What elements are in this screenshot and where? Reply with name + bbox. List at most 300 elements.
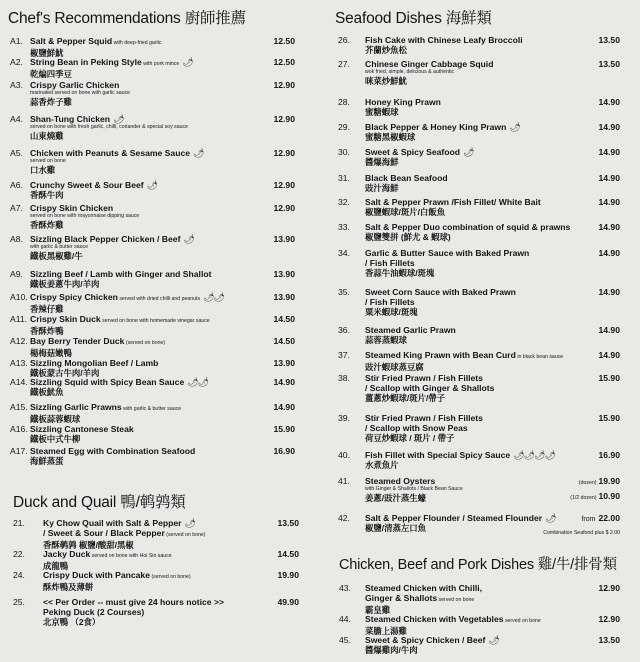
item-name: Stir Fried Prawn / Fish Fillets (365, 373, 483, 383)
item-price: 16.90 (598, 450, 620, 460)
item-note: with Ginger & Shallots / Black Bean Sauce (365, 486, 463, 492)
item-title-line (365, 583, 482, 593)
chili-icon: 🌶🌶 (187, 377, 209, 387)
item-number: A2. (10, 57, 23, 67)
item-chinese-name: 椒鹽鮮魷 (30, 48, 64, 58)
item-number: 41. (338, 476, 350, 486)
item-name: Sizzling Cantonese Steak (30, 424, 134, 434)
item-title-line (365, 147, 473, 157)
item-name: Sizzling Black Pepper Chicken / Beef (30, 234, 181, 244)
price-block (533, 513, 620, 538)
item-title-line (30, 269, 211, 279)
item-price: 14.90 (598, 122, 620, 132)
item-subtitle: served on bone (503, 618, 541, 624)
item-note: wok fried, simple, delicious & authentic (365, 69, 455, 75)
item-price: 15.90 (598, 413, 620, 423)
price-block (208, 234, 295, 244)
item-title-line (30, 292, 224, 304)
chili-icon: 🌶 (146, 180, 158, 190)
price-block (212, 518, 299, 528)
item-name: Bay Berry Tender Duck (30, 336, 125, 346)
item-text (30, 269, 211, 289)
item-name-2: Ginger & Shallots (365, 593, 438, 603)
item-name: Crispy Duck with Pancake (43, 570, 150, 580)
item-number: A15. (10, 402, 28, 412)
price-block (208, 80, 295, 90)
item-number: 32. (338, 197, 350, 207)
item-number: 42. (338, 513, 350, 523)
item-text (30, 57, 193, 79)
item-name: Fish Fillet with Special Spicy Sauce (365, 450, 511, 460)
item-name-2: / Sweet & Sour / Black Pepper (43, 528, 165, 538)
price-block (212, 597, 299, 607)
item-title-line-2 (365, 593, 482, 605)
item-name: Honey King Prawn (365, 97, 441, 107)
seafood-heading: Seafood Dishes 海鮮類 (335, 10, 492, 27)
item-price: 14.90 (598, 97, 620, 107)
item-text (365, 325, 456, 345)
item-chinese-name: 菜膽上湯雞 (365, 626, 407, 636)
item-price: 13.90 (273, 234, 295, 244)
item-text (365, 476, 463, 503)
item-name-2: / Scallop with Snow Peas (365, 423, 468, 433)
item-text (30, 148, 203, 175)
item-price: 49.90 (277, 597, 299, 607)
item-text (365, 373, 494, 403)
item-title-line (365, 173, 448, 183)
item-title-line (365, 476, 463, 486)
item-title-line (30, 148, 203, 158)
item-name: Crispy Spicy Chicken (30, 292, 118, 302)
price-block (533, 325, 620, 335)
price-block (533, 635, 620, 645)
item-name: Sizzling Mongolian Beef / Lamb (30, 358, 159, 368)
chili-icon: 🌶 (545, 513, 556, 523)
item-chinese-name: 椒鹽/清蒸左口魚 (365, 523, 426, 533)
item-chinese-name: 香酥炸雞 (30, 220, 64, 230)
price-block (533, 35, 620, 45)
item-chinese-name: 醬爆海鮮 (365, 157, 399, 167)
item-name-2: / Fish Fillets (365, 297, 415, 307)
item-number: 30. (338, 147, 350, 157)
item-chinese-name: 霸皇雞 (365, 605, 391, 615)
item-text (365, 583, 482, 615)
item-title-line (30, 180, 157, 190)
item-name: Crispy Skin Chicken (30, 203, 114, 213)
item-title-line (43, 570, 191, 582)
item-number: A17. (10, 446, 28, 456)
item-note: served on bone with fresh garlic, chilli, coriander & special soy sauce (30, 124, 189, 130)
item-name: Sizzling Squid with Spicy Bean Sauce (30, 377, 185, 387)
item-chinese-name: 咪菜炒鮮魷 (365, 76, 407, 86)
item-number: 26. (338, 35, 350, 45)
item-text (365, 614, 541, 636)
item-number: A1. (10, 36, 23, 46)
item-price: 14.90 (598, 287, 620, 297)
price-label: (1/2 dozen) (570, 495, 597, 501)
item-price: 12.90 (598, 614, 620, 624)
price-block (533, 373, 620, 383)
item-name: Sweet & Spicy Seafood (365, 147, 461, 157)
item-price: 13.90 (273, 292, 295, 302)
item-price: 13.90 (273, 269, 295, 279)
item-title-line (365, 450, 555, 460)
item-text (365, 635, 499, 655)
item-price: 14.90 (598, 350, 620, 360)
price-block (208, 36, 295, 46)
item-price: 15.90 (273, 424, 295, 434)
item-number: A8. (10, 234, 23, 244)
price-block (533, 248, 620, 258)
item-title-line (30, 446, 195, 456)
item-title-line (30, 424, 134, 434)
item-subtitle: (served on bone) (150, 574, 191, 580)
price-label: from (581, 516, 596, 523)
item-chinese-name: 香辣仔雞 (30, 304, 64, 314)
chili-icon: 🌶 (463, 147, 474, 157)
item-name: Ky Chow Quail with Salt & Pepper (43, 518, 182, 528)
item-name: Sizzling Beef / Lamb with Ginger and Shallot (30, 269, 212, 279)
item-price: 13.50 (277, 518, 299, 528)
item-subtitle: served on bone with homemade vinegar sauce (100, 318, 210, 324)
item-number: A11. (10, 314, 28, 324)
item-name: Steamed Chicken with Vegetables (365, 614, 504, 624)
item-price: 14.90 (273, 377, 295, 387)
price-note: Combination Seafood plus $ 2.00 (543, 530, 620, 536)
item-chinese-name: 醬爆雞肉/牛肉 (365, 645, 418, 655)
item-chinese-name: 粟米蝦球/斑塊 (365, 307, 418, 317)
item-price: 12.90 (273, 114, 295, 124)
item-title-line-2 (365, 258, 529, 268)
item-text (365, 287, 516, 317)
item-name: << Per Order -- must give 24 hours notice >> (43, 597, 225, 607)
item-price: 14.50 (273, 314, 295, 324)
item-name: Stir Fried Prawn / Fish Fillets (365, 413, 483, 423)
item-text (30, 80, 130, 107)
item-chinese-name: 水煮魚片 (365, 460, 399, 470)
item-price: 14.90 (598, 173, 620, 183)
item-subtitle: (served on bone) (164, 532, 206, 538)
chili-icon: 🌶🌶🌶🌶 (513, 450, 555, 460)
item-price: 14.90 (598, 197, 620, 207)
item-title-line (365, 97, 441, 107)
item-title-line (365, 373, 494, 383)
item-text (365, 147, 473, 167)
item-chinese-name: 鐵板姜蔥牛肉/羊肉 (30, 279, 100, 289)
item-text (30, 180, 157, 200)
item-number: A7. (10, 203, 23, 213)
item-name: Garlic & Butter Sauce with Baked Prawn (365, 248, 530, 258)
item-price: 12.90 (273, 80, 295, 90)
item-title-line (365, 614, 541, 626)
item-title-line-2 (43, 607, 224, 617)
item-title-line (365, 59, 493, 69)
item-text (43, 549, 172, 571)
item-name: Fish Cake with Chinese Leafy Broccoli (365, 35, 523, 45)
item-text (365, 413, 483, 443)
item-title-line (30, 314, 210, 326)
item-number: A13. (10, 358, 28, 368)
item-name: Steamed Garlic Prawn (365, 325, 456, 335)
item-chinese-name: 芥蘭炒魚松 (365, 45, 407, 55)
price-block (208, 402, 295, 412)
chili-icon: 🌶 (488, 635, 499, 645)
item-name: Salt & Pepper Squid (30, 36, 113, 46)
item-subtitle: in black bean sauce (515, 354, 564, 360)
price-block (208, 292, 295, 302)
item-price: 12.90 (273, 203, 295, 213)
item-title-line (365, 413, 483, 423)
item-chinese-name: 薑蔥炒蝦球/斑片/帶子 (365, 393, 446, 403)
item-text (30, 358, 158, 378)
item-price: 16.90 (273, 446, 295, 456)
item-number: 22. (13, 549, 25, 559)
item-chinese-name: 蜜糖蝦球 (365, 107, 399, 117)
item-title-line (365, 513, 556, 523)
item-subtitle: with garlic & butter sauce (121, 406, 182, 412)
item-price: 13.50 (598, 59, 620, 69)
item-name: Chicken with Peanuts & Sesame Sauce (30, 148, 190, 158)
item-subtitle: (served on bone) (124, 340, 166, 346)
price-block (208, 446, 295, 456)
item-text (365, 59, 493, 86)
item-price: 14.90 (598, 325, 620, 335)
item-title-line (365, 287, 516, 297)
item-number: A16. (10, 424, 28, 434)
item-text (30, 314, 210, 336)
price-block (208, 269, 295, 279)
item-text (365, 97, 441, 117)
item-number: 34. (338, 248, 350, 258)
item-text (365, 248, 529, 278)
item-number: 29. (338, 122, 350, 132)
chili-icon: 🌶 (509, 122, 520, 132)
item-title-line (43, 549, 172, 561)
price-block (208, 424, 295, 434)
item-name: Crunchy Sweet & Sour Beef (30, 180, 144, 190)
item-name: Sweet & Spicy Chicken / Beef (365, 635, 486, 645)
item-title-line-2 (365, 383, 494, 393)
item-number: 37. (338, 350, 350, 360)
price-block (208, 114, 295, 124)
item-number: A6. (10, 180, 23, 190)
item-title-line (30, 377, 208, 387)
item-title-line (30, 203, 139, 213)
item-name-2: / Scallop with Ginger & Shallots (365, 383, 495, 393)
item-chinese-name: 椒鹽雙拼 (鮮尤 & 蝦球) (365, 232, 451, 242)
price-block (533, 173, 620, 183)
item-chinese-name: 北京鴨 （2食） (43, 617, 101, 627)
item-chinese-name: 鐵板蒙古牛肉/羊肉 (30, 368, 100, 378)
price-block (212, 570, 299, 580)
item-number: 39. (338, 413, 350, 423)
price-block (533, 614, 620, 624)
price-block (533, 222, 620, 232)
item-price: 13.90 (273, 358, 295, 368)
item-name: Jacky Duck (43, 549, 91, 559)
item-note: marinated served on bone with garlic sauce (30, 90, 131, 96)
item-name: Steamed Egg with Combination Seafood (30, 446, 196, 456)
item-title-line-2 (365, 423, 483, 433)
item-title-line (43, 518, 205, 528)
price-block (533, 122, 620, 132)
item-name: Steamed Oysters (365, 476, 436, 486)
item-name: Salt & Pepper Prawn /Fish Fillet/ White Bait (365, 197, 541, 207)
item-title-line (30, 36, 161, 48)
item-title-line (30, 402, 181, 414)
item-chinese-name: 口水雞 (30, 165, 56, 175)
chef-recommendations-heading: Chef's Recommendations 廚師推薦 (8, 10, 246, 27)
item-chinese-name: 鐵板中式牛柳 (30, 434, 81, 444)
price-block (553, 476, 620, 503)
item-text (365, 173, 448, 193)
item-text (365, 450, 555, 470)
item-title-line (30, 80, 130, 90)
item-name: Crispy Skin Duck (30, 314, 101, 324)
item-text (365, 197, 541, 217)
item-text (30, 36, 161, 58)
item-subtitle: with pork mince (141, 61, 180, 67)
item-name: Black Bean Seafood (365, 173, 448, 183)
item-chinese-name: 酥炸鴨及薄餅 (43, 582, 94, 592)
item-chinese-name: 楊梅菇嫩鴨 (30, 348, 72, 358)
item-price: 12.50 (273, 57, 295, 67)
item-note: served on bone (30, 158, 66, 164)
price-block (533, 147, 620, 157)
price-block (533, 287, 620, 297)
price-block (208, 314, 295, 324)
item-subtitle: served on bone with Hoi Sin sauce (90, 553, 172, 559)
item-number: 43. (339, 583, 351, 593)
item-price: 14.50 (273, 336, 295, 346)
item-text (30, 336, 165, 358)
item-price: 12.90 (598, 583, 620, 593)
item-number: 21. (13, 518, 25, 528)
item-name: Sweet Corn Sauce with Baked Prawn (365, 287, 516, 297)
item-chinese-name: 香酥炸鴨 (30, 326, 64, 336)
price-block (208, 57, 295, 67)
item-number: 25. (13, 597, 25, 607)
item-number: A14. (10, 377, 28, 387)
item-number: A4. (10, 114, 23, 124)
price-block (533, 97, 620, 107)
duck-quail-heading: Duck and Quail 鴨/鹌鹑類 (13, 494, 186, 511)
item-number: 24. (13, 570, 25, 580)
item-chinese-name: 乾煸四季豆 (30, 69, 72, 79)
price-block (533, 59, 620, 69)
item-text (365, 35, 523, 55)
item-number: 38. (338, 373, 350, 383)
item-price: 12.50 (273, 36, 295, 46)
item-name: Salt & Pepper Flounder / Steamed Flounder (365, 513, 543, 523)
chicken-beef-pork-heading: Chicken, Beef and Pork Dishes 雞/牛/排骨類 (339, 557, 617, 573)
price-block (208, 180, 295, 190)
item-price: 19.90 (598, 476, 620, 486)
item-price: 14.90 (598, 147, 620, 157)
item-text (30, 424, 134, 444)
item-subtitle: with deep-fried garlic (112, 40, 162, 46)
price-block (208, 358, 295, 368)
item-name: Chinese Ginger Cabbage Squid (365, 59, 494, 69)
item-number: 35. (338, 287, 350, 297)
item-title-line (365, 122, 520, 132)
item-chinese-name: 山東燒雞 (30, 131, 64, 141)
item-title-line-2 (365, 297, 516, 307)
item-number: A3. (10, 80, 23, 90)
item-number: A12. (10, 336, 28, 346)
item-price: 12.90 (273, 148, 295, 158)
item-price: 12.90 (273, 180, 295, 190)
price-block (208, 148, 295, 158)
item-price-2: 10.90 (598, 491, 620, 501)
item-note: with garlic & butter sauce (30, 244, 88, 250)
item-number: 28. (338, 97, 350, 107)
item-text (30, 114, 188, 141)
item-chinese-name: 豉汁蝦球蒸豆腐 (365, 362, 424, 372)
item-name-2: Peking Duck (2 Courses) (43, 607, 145, 617)
item-title-line (365, 35, 523, 45)
item-name: Steamed King Prawn with Bean Curd (365, 350, 516, 360)
item-title-line (365, 635, 499, 645)
item-title-line (30, 358, 158, 368)
item-number: 36. (338, 325, 350, 335)
item-chinese-name: 姜蔥/豉汁蒸生蠔 (365, 493, 426, 503)
item-text (30, 234, 194, 261)
item-title-line (365, 197, 541, 207)
item-name-2: / Fish Fillets (365, 258, 415, 268)
item-text (365, 122, 520, 142)
item-text (30, 446, 195, 466)
item-chinese-name: 香酥鹌鹑 椒鹽/酸甜/黑椒 (43, 540, 134, 550)
item-title-line (365, 248, 529, 258)
item-text (30, 203, 139, 230)
price-block (208, 203, 295, 213)
chili-icon: 🌶 (183, 234, 194, 244)
item-number: A5. (10, 148, 23, 158)
item-price: 14.90 (598, 222, 620, 232)
item-text (43, 570, 191, 592)
item-chinese-name: 荷豆炒蝦球 / 斑片 / 帶子 (365, 433, 455, 443)
item-chinese-name: 蒜香炸子雞 (30, 97, 72, 107)
item-number: 31. (338, 173, 350, 183)
item-title-line (43, 597, 224, 607)
item-text (43, 518, 205, 550)
chili-icon: 🌶 (113, 114, 124, 124)
item-text (30, 402, 181, 424)
chili-icon: 🌶 (182, 57, 193, 67)
item-name: Steamed Chicken with Chilli, (365, 583, 482, 593)
price-block (533, 450, 620, 460)
item-chinese-name: 鐵板蒜蓉蝦球 (30, 414, 81, 424)
item-title-line (30, 57, 193, 69)
item-price: 15.90 (598, 373, 620, 383)
item-title-line (365, 325, 456, 335)
item-text (30, 377, 208, 397)
item-name: Black Pepper & Honey King Prawn (365, 122, 507, 132)
item-chinese-name: 鐵板魷魚 (30, 387, 64, 397)
item-note: served on bone with mayonnaise dipping sauce (30, 213, 140, 219)
chili-icon: 🌶🌶 (203, 292, 224, 302)
item-price: 14.50 (277, 549, 299, 559)
item-title-line-2 (43, 528, 205, 540)
price-block (533, 583, 620, 593)
item-number: 44. (339, 614, 351, 624)
item-price: 19.90 (277, 570, 299, 580)
item-chinese-name: 蒜蓉蒸蝦球 (365, 335, 407, 345)
item-name: Sizzling Garlic Prawns (30, 402, 122, 412)
item-chinese-name: 香蒜牛油蝦球/斑塊 (365, 268, 435, 278)
item-text (43, 597, 224, 627)
